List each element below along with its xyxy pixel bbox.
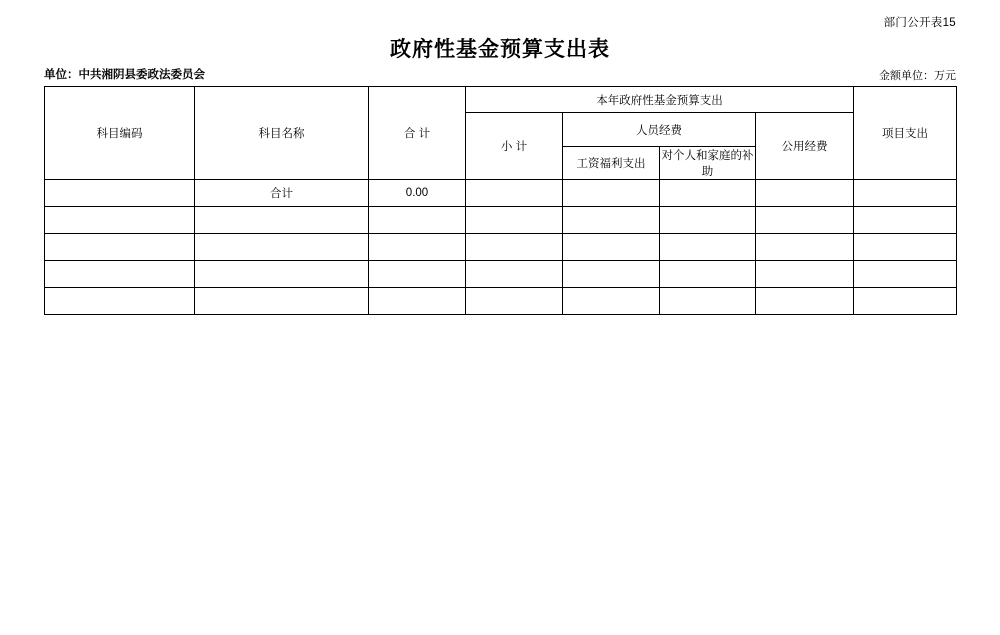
cell-total: [369, 261, 466, 288]
cell-family-subsidy: [660, 288, 756, 315]
table-row: [45, 180, 957, 207]
header-name: 科目名称: [195, 87, 369, 180]
cell-family-subsidy: [660, 180, 756, 207]
cell-subtotal: [466, 288, 563, 315]
cell-code: [45, 261, 195, 288]
cell-code: [45, 234, 195, 261]
cell-project-expenditure: [854, 288, 957, 315]
header-public-funds: 公用经费: [756, 113, 854, 180]
cell-project-expenditure: [854, 261, 957, 288]
cell-project-expenditure: [854, 180, 957, 207]
cell-family-subsidy: [660, 261, 756, 288]
cell-salary-welfare: [563, 234, 660, 261]
cell-public-funds: [756, 234, 854, 261]
header-project-expenditure: 项目支出: [854, 87, 957, 180]
cell-name: [195, 261, 369, 288]
cell-project-expenditure: [854, 207, 957, 234]
header-family-subsidy: 对个人和家庭的补助: [660, 147, 756, 180]
cell-family-subsidy: [660, 207, 756, 234]
header-code: 科目编码: [45, 87, 195, 180]
header-total: 合 计: [369, 87, 466, 180]
cell-code: [45, 288, 195, 315]
cell-total: [369, 234, 466, 261]
amount-unit-label: 金额单位：万元: [879, 70, 956, 82]
table-row: [45, 207, 957, 234]
cell-public-funds: [756, 288, 854, 315]
table-row: [45, 261, 957, 288]
cell-name: [195, 288, 369, 315]
cell-code: [45, 180, 195, 207]
header-group-current-year: 本年政府性基金预算支出: [466, 87, 854, 113]
table-row: [45, 288, 957, 315]
cell-salary-welfare: [563, 261, 660, 288]
page-title: 政府性基金预算支出表: [390, 38, 610, 61]
cell-family-subsidy: [660, 234, 756, 261]
cell-salary-welfare: [563, 207, 660, 234]
form-number-note: 部门公开表15: [883, 17, 956, 29]
table-header-row-1: [45, 87, 957, 113]
cell-project-expenditure: [854, 234, 957, 261]
cell-salary-welfare: [563, 288, 660, 315]
cell-subtotal: [466, 261, 563, 288]
cell-name: 合计: [195, 180, 369, 207]
header-subtotal: 小 计: [466, 113, 563, 180]
budget-expenditure-table: [44, 86, 957, 315]
cell-total: 0.00: [369, 180, 466, 207]
cell-public-funds: [756, 261, 854, 288]
cell-total: [369, 288, 466, 315]
cell-public-funds: [756, 207, 854, 234]
cell-salary-welfare: [563, 180, 660, 207]
cell-name: [195, 234, 369, 261]
header-personnel: 人员经费: [563, 113, 756, 147]
cell-subtotal: [466, 207, 563, 234]
cell-subtotal: [466, 234, 563, 261]
cell-total: [369, 207, 466, 234]
cell-subtotal: [466, 180, 563, 207]
cell-public-funds: [756, 180, 854, 207]
table-row: [45, 234, 957, 261]
unit-name-label: 单位：中共湘阴县委政法委员会: [44, 69, 205, 81]
cell-name: [195, 207, 369, 234]
header-salary-welfare: 工资福利支出: [563, 147, 660, 180]
cell-code: [45, 207, 195, 234]
